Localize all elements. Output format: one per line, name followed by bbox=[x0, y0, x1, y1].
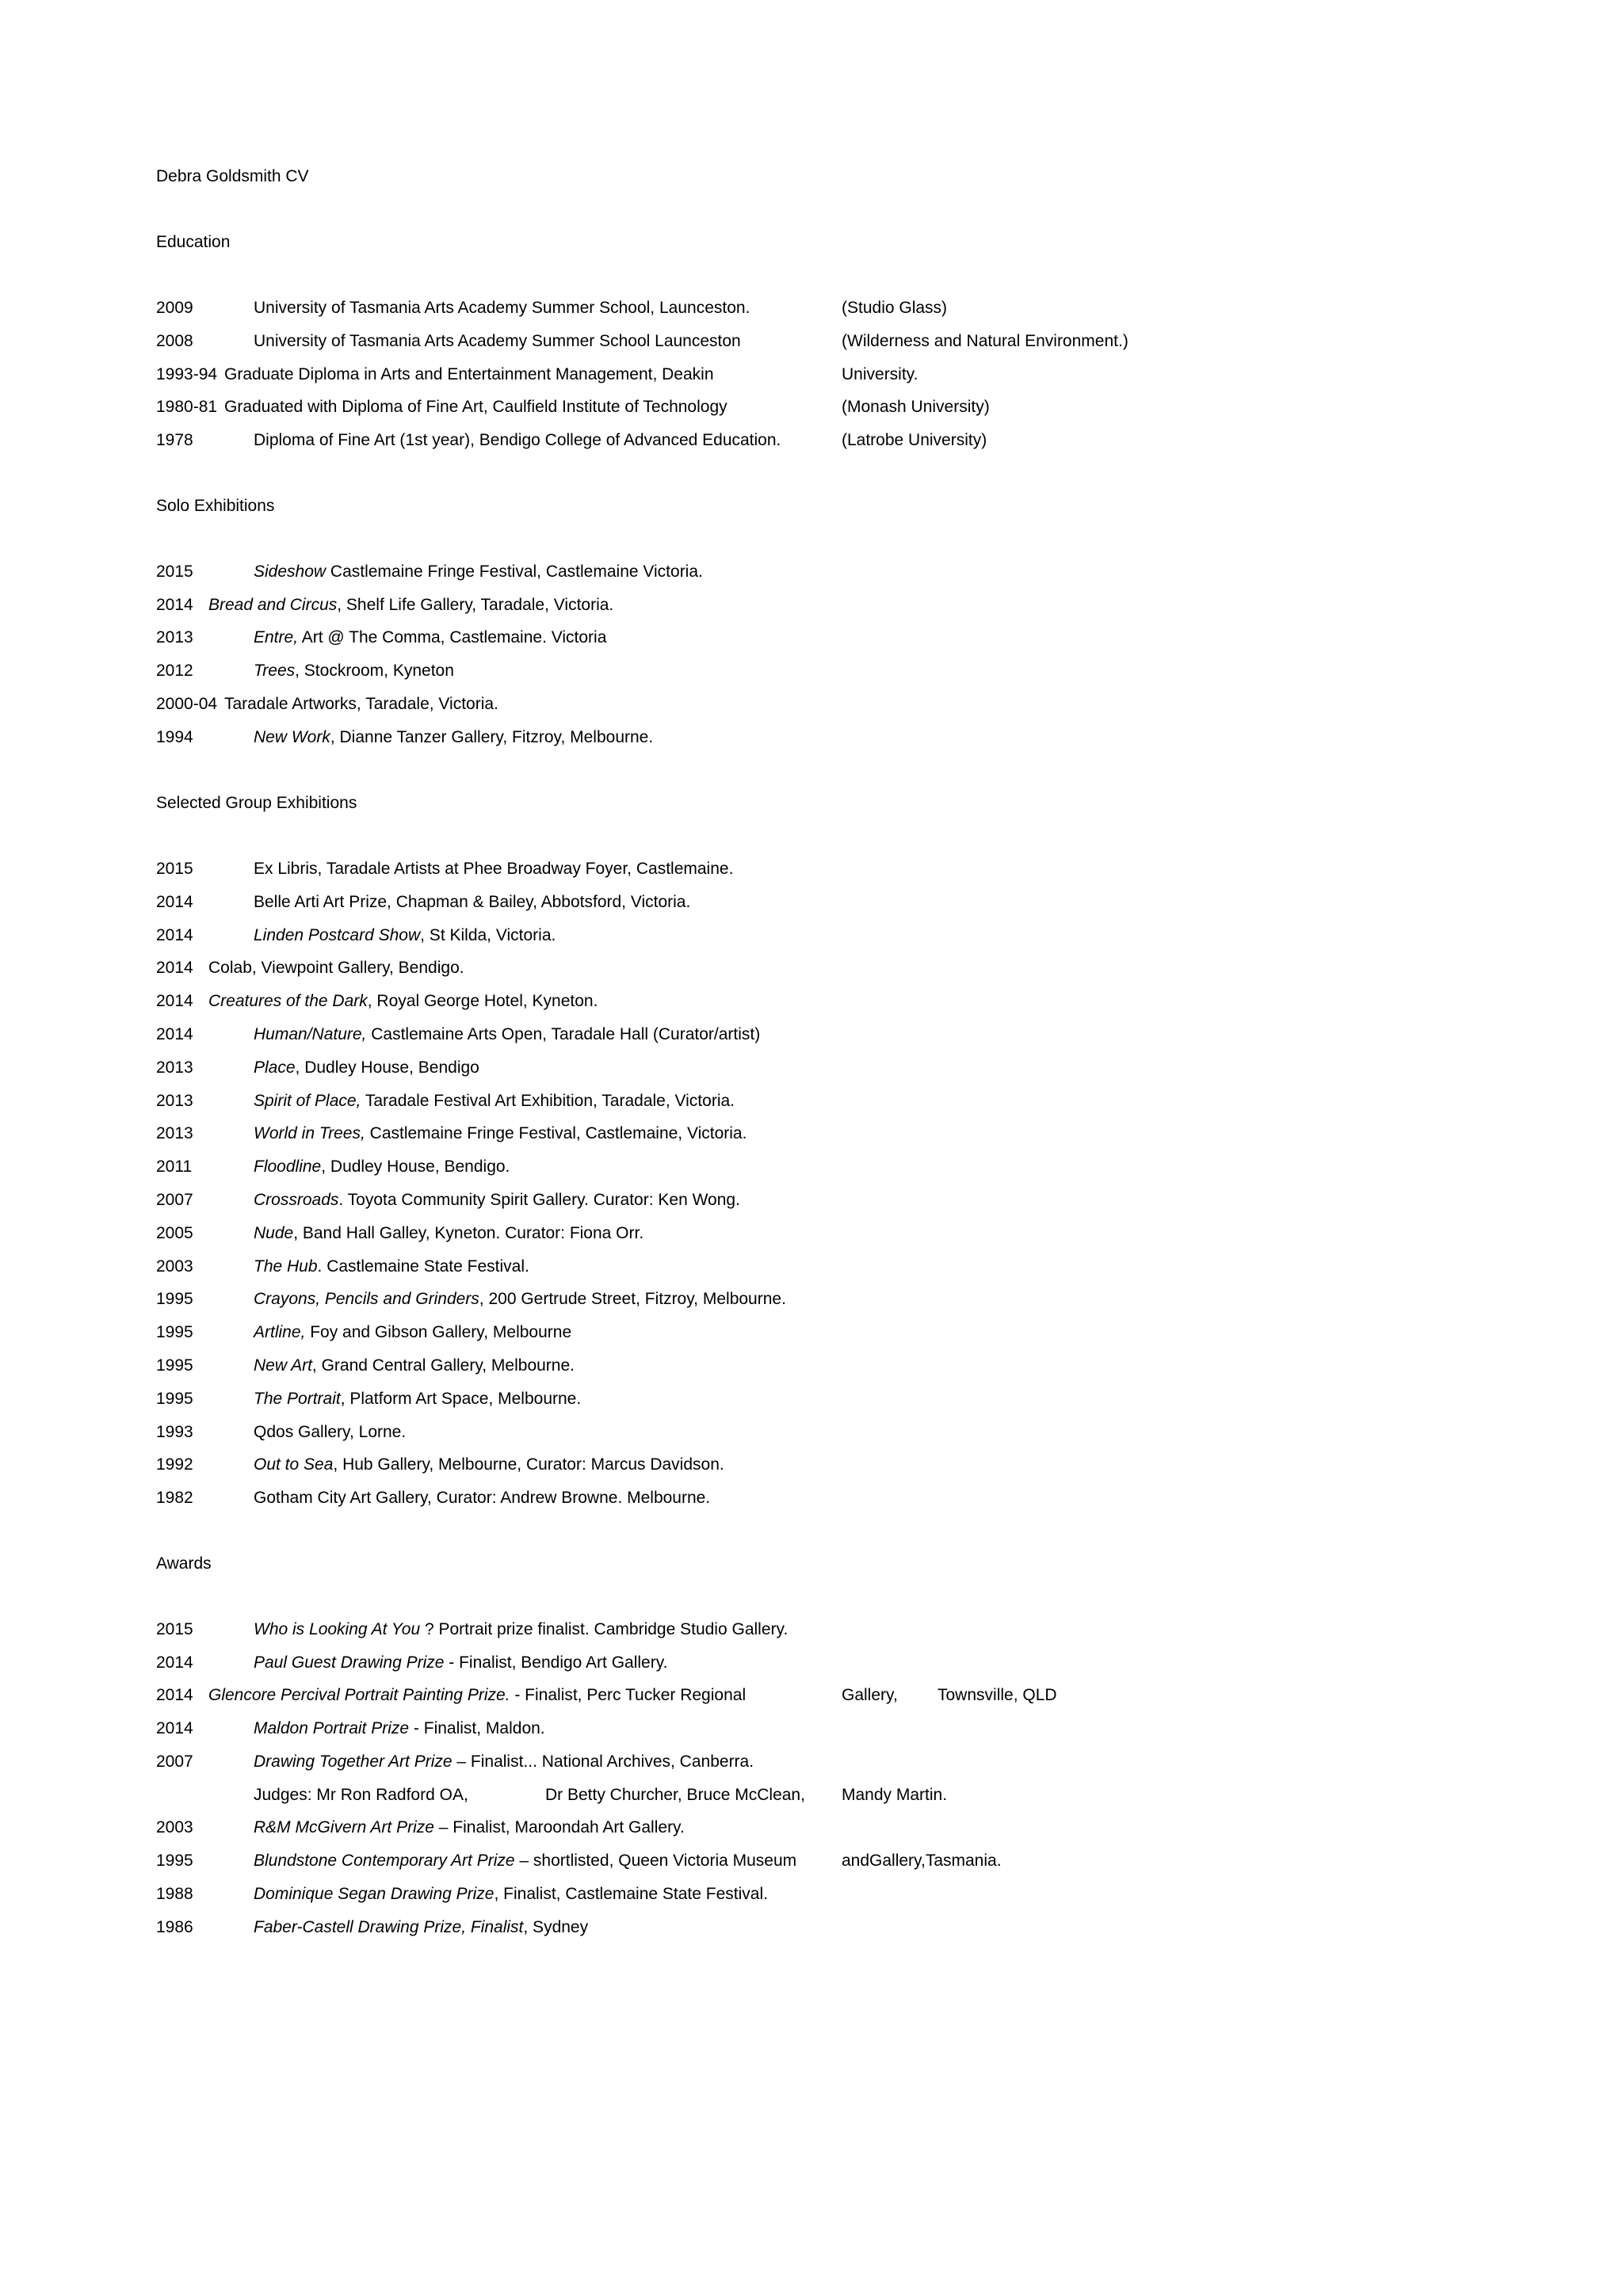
entry-note-location: Townsville, QLD bbox=[938, 1686, 1057, 1704]
entry-detail: Colab, Viewpoint Gallery, Bendigo. bbox=[208, 959, 464, 977]
entry-title: Entre, bbox=[254, 628, 299, 646]
solo-heading: Solo Exhibitions bbox=[156, 497, 275, 515]
entry-judges-2: Dr Betty Churcher, Bruce McClean, bbox=[545, 1786, 805, 1804]
year: 2012 bbox=[156, 662, 193, 680]
year: 2014 bbox=[156, 1719, 193, 1737]
entry-note: (Wilderness and Natural Environment.) bbox=[842, 332, 1128, 350]
entry-text bbox=[254, 1157, 510, 1177]
entry-detail: Castlemaine Fringe Festival, Castlemaine Victoria. bbox=[326, 563, 703, 581]
entry-title: Nude bbox=[254, 1224, 294, 1242]
entry-text bbox=[224, 694, 498, 715]
entry-detail: Castlemaine Fringe Festival, Castlemaine, Victoria. bbox=[365, 1124, 747, 1142]
entry-text bbox=[254, 1455, 724, 1475]
education-heading: Education bbox=[156, 233, 231, 251]
entry-title: Paul Guest Drawing Prize bbox=[254, 1653, 445, 1672]
year: 2014 bbox=[156, 1653, 193, 1672]
entry-detail: – Finalist, Maroondah Art Gallery. bbox=[433, 1818, 685, 1836]
entry-text bbox=[254, 1322, 571, 1343]
entry-text bbox=[254, 1123, 747, 1144]
entry-text bbox=[208, 991, 598, 1012]
entry-title: Maldon Portrait Prize bbox=[254, 1719, 410, 1737]
entry-text: Diploma of Fine Art (1st year), Bendigo College of Advanced Education. bbox=[254, 431, 781, 449]
year: 2013 bbox=[156, 1092, 193, 1110]
entry-title: The Hub bbox=[254, 1257, 318, 1276]
entry-text bbox=[254, 1190, 740, 1211]
entry-detail: - Finalist, Perc Tucker Regional bbox=[510, 1686, 747, 1704]
year: 2014 bbox=[156, 893, 193, 911]
year: 1992 bbox=[156, 1455, 193, 1474]
entry-text bbox=[208, 958, 464, 978]
entry-title: Trees bbox=[254, 662, 296, 680]
entry-text: University of Tasmania Arts Academy Summer School, Launceston. bbox=[254, 299, 750, 317]
entry-text bbox=[254, 1058, 479, 1078]
year: 2015 bbox=[156, 1620, 193, 1638]
year: 1986 bbox=[156, 1918, 193, 1936]
entry-detail: , Dianne Tanzer Gallery, Fitzroy, Melbourne. bbox=[330, 728, 654, 746]
year: 1995 bbox=[156, 1356, 193, 1375]
year: 1995 bbox=[156, 1290, 193, 1308]
entry-text bbox=[254, 1422, 406, 1443]
entry-note: andGallery,Tasmania. bbox=[842, 1852, 1002, 1870]
entry-title: Linden Postcard Show bbox=[254, 926, 421, 944]
year: 2008 bbox=[156, 332, 193, 350]
entry-detail: , Hub Gallery, Melbourne, Curator: Marcus Davidson. bbox=[333, 1455, 724, 1474]
entry-text: Graduate Diploma in Arts and Entertainment Management, Deakin bbox=[224, 365, 714, 383]
year: 1993 bbox=[156, 1423, 193, 1441]
entry-detail: , Grand Central Gallery, Melbourne. bbox=[311, 1356, 575, 1375]
entry-text bbox=[254, 925, 556, 946]
entry-title: The Portrait bbox=[254, 1390, 341, 1408]
entry-title: Blundstone Contemporary Art Prize bbox=[254, 1852, 515, 1870]
entry-text bbox=[254, 1752, 754, 1772]
entry-text: University of Tasmania Arts Academy Summer School Launceston bbox=[254, 332, 741, 350]
entry-judges-3: Mandy Martin. bbox=[842, 1786, 948, 1804]
entry-detail: . Castlemaine State Festival. bbox=[317, 1257, 529, 1276]
entry-title: Place bbox=[254, 1058, 296, 1077]
entry-detail: ? Portrait prize finalist. Cambridge Studio Gallery. bbox=[420, 1620, 789, 1638]
year: 2013 bbox=[156, 1058, 193, 1077]
entry-detail: , Stockroom, Kyneton bbox=[295, 662, 454, 680]
entry-text bbox=[254, 1488, 710, 1508]
entry-text bbox=[254, 1619, 788, 1640]
entry-title: World in Trees, bbox=[254, 1124, 365, 1142]
year: 2003 bbox=[156, 1257, 193, 1276]
entry-title: Drawing Together Art Prize bbox=[254, 1753, 453, 1771]
year: 2014 bbox=[156, 596, 193, 614]
entry-title: Glencore Percival Portrait Painting Prize. bbox=[208, 1686, 510, 1704]
entry-text bbox=[254, 1917, 588, 1938]
entry-detail: , Finalist, Castlemaine State Festival. bbox=[494, 1885, 768, 1903]
year: 1993-94 bbox=[156, 365, 218, 383]
entry-title: R&M McGivern Art Prize bbox=[254, 1818, 434, 1836]
year: 2015 bbox=[156, 860, 193, 878]
year: 2013 bbox=[156, 1124, 193, 1142]
entry-detail: , Sydney bbox=[523, 1918, 589, 1936]
entry-title: Out to Sea bbox=[254, 1455, 334, 1474]
cv-title: Debra Goldsmith CV bbox=[156, 167, 309, 185]
entry-detail: . Toyota Community Spirit Gallery. Curator: Ken Wong. bbox=[338, 1191, 740, 1209]
entry-detail: – Finalist... National Archives, Canberra. bbox=[452, 1753, 754, 1771]
entry-title: Creatures of the Dark bbox=[208, 992, 368, 1010]
year: 2003 bbox=[156, 1818, 193, 1836]
entry-detail: , Shelf Life Gallery, Taradale, Victoria. bbox=[337, 596, 614, 614]
entry-detail: , Dudley House, Bendigo bbox=[295, 1058, 479, 1077]
entry-detail: Gotham City Art Gallery, Curator: Andrew Browne. Melbourne. bbox=[254, 1489, 711, 1507]
entry-detail: , St Kilda, Victoria. bbox=[420, 926, 556, 944]
entry-detail: Belle Arti Art Prize, Chapman & Bailey, Abbotsford, Victoria. bbox=[254, 893, 691, 911]
entry-detail: , Dudley House, Bendigo. bbox=[321, 1158, 510, 1176]
entry-detail: , 200 Gertrude Street, Fitzroy, Melbourne. bbox=[479, 1290, 786, 1308]
year: 2014 bbox=[156, 1686, 193, 1704]
entry-title: Crossroads bbox=[254, 1191, 339, 1209]
entry-title: Human/Nature, bbox=[254, 1025, 367, 1043]
year: 1980-81 bbox=[156, 398, 218, 416]
year: 1995 bbox=[156, 1323, 193, 1341]
entry-note: (Monash University) bbox=[842, 398, 990, 416]
year: 2000-04 bbox=[156, 695, 218, 713]
entry-text bbox=[208, 1685, 746, 1706]
entry-detail: Foy and Gibson Gallery, Melbourne bbox=[305, 1323, 572, 1341]
entry-text bbox=[254, 661, 454, 681]
entry-text bbox=[254, 1389, 581, 1409]
year: 2014 bbox=[156, 926, 193, 944]
group-heading: Selected Group Exhibitions bbox=[156, 794, 357, 812]
year: 2011 bbox=[156, 1158, 193, 1176]
entry-text bbox=[254, 859, 733, 879]
entry-text bbox=[254, 892, 690, 913]
entry-title: Spirit of Place, bbox=[254, 1092, 361, 1110]
entry-title: Who is Looking At You bbox=[254, 1620, 421, 1638]
entry-detail: – shortlisted, Queen Victoria Museum bbox=[514, 1852, 797, 1870]
entry-note: Gallery, bbox=[842, 1686, 898, 1704]
entry-text bbox=[254, 1024, 760, 1045]
year: 2007 bbox=[156, 1191, 193, 1209]
entry-detail: Castlemaine Arts Open, Taradale Hall (Curator/artist) bbox=[366, 1025, 761, 1043]
entry-note: (Latrobe University) bbox=[842, 431, 987, 449]
entry-text bbox=[254, 1289, 786, 1310]
year: 1988 bbox=[156, 1885, 193, 1903]
entry-text bbox=[254, 1091, 735, 1112]
year: 2007 bbox=[156, 1753, 193, 1771]
entry-title: Faber-Castell Drawing Prize, Finalist bbox=[254, 1918, 524, 1936]
entry-detail: , Royal George Hotel, Kyneton. bbox=[367, 992, 598, 1010]
entry-detail: Qdos Gallery, Lorne. bbox=[254, 1423, 407, 1441]
entry-text bbox=[254, 1257, 529, 1277]
entry-title: Crayons, Pencils and Grinders bbox=[254, 1290, 479, 1308]
entry-text: Judges: Mr Ron Radford OA, bbox=[254, 1786, 468, 1804]
entry-note: University. bbox=[842, 365, 918, 383]
entry-detail: , Platform Art Space, Melbourne. bbox=[340, 1390, 582, 1408]
entry-detail: Taradale Festival Art Exhibition, Taradale, Victoria. bbox=[361, 1092, 735, 1110]
entry-title: New Art bbox=[254, 1356, 312, 1375]
entry-text bbox=[254, 1718, 545, 1739]
entry-text bbox=[254, 627, 606, 648]
entry-text bbox=[208, 595, 613, 616]
year: 2014 bbox=[156, 959, 193, 977]
entry-text bbox=[254, 1223, 643, 1244]
entry-text bbox=[254, 562, 703, 582]
entry-text bbox=[254, 1851, 796, 1871]
entry-title: Sideshow bbox=[254, 563, 327, 581]
entry-detail: Ex Libris, Taradale Artists at Phee Broadway Foyer, Castlemaine. bbox=[254, 860, 734, 878]
entry-text: Graduated with Diploma of Fine Art, Caulfield Institute of Technology bbox=[224, 398, 727, 416]
year: 1994 bbox=[156, 728, 193, 746]
entry-title: Dominique Segan Drawing Prize bbox=[254, 1885, 495, 1903]
entry-text bbox=[254, 1817, 685, 1838]
entry-detail: , Band Hall Galley, Kyneton. Curator: Fiona Orr. bbox=[293, 1224, 644, 1242]
entry-detail: - Finalist, Maldon. bbox=[409, 1719, 545, 1737]
entry-title: Bread and Circus bbox=[208, 596, 338, 614]
year: 1982 bbox=[156, 1489, 193, 1507]
entry-detail: Taradale Artworks, Taradale, Victoria. bbox=[224, 695, 498, 713]
year: 2014 bbox=[156, 992, 193, 1010]
entry-text bbox=[254, 1356, 575, 1376]
entry-title: Artline, bbox=[254, 1323, 306, 1341]
year: 1995 bbox=[156, 1390, 193, 1408]
entry-title: Floodline bbox=[254, 1158, 322, 1176]
year: 2013 bbox=[156, 628, 193, 646]
entry-text bbox=[254, 1653, 668, 1673]
year: 2014 bbox=[156, 1025, 193, 1043]
entry-detail: - Finalist, Bendigo Art Gallery. bbox=[444, 1653, 668, 1672]
year: 1978 bbox=[156, 431, 193, 449]
year: 2015 bbox=[156, 563, 193, 581]
entry-title: New Work bbox=[254, 728, 330, 746]
awards-heading: Awards bbox=[156, 1554, 212, 1573]
year: 2009 bbox=[156, 299, 193, 317]
entry-text bbox=[254, 727, 653, 748]
entry-text bbox=[254, 1884, 768, 1905]
entry-note: (Studio Glass) bbox=[842, 299, 948, 317]
entry-detail: Art @ The Comma, Castlemaine. Victoria bbox=[298, 628, 607, 646]
year: 2005 bbox=[156, 1224, 193, 1242]
year: 1995 bbox=[156, 1852, 193, 1870]
